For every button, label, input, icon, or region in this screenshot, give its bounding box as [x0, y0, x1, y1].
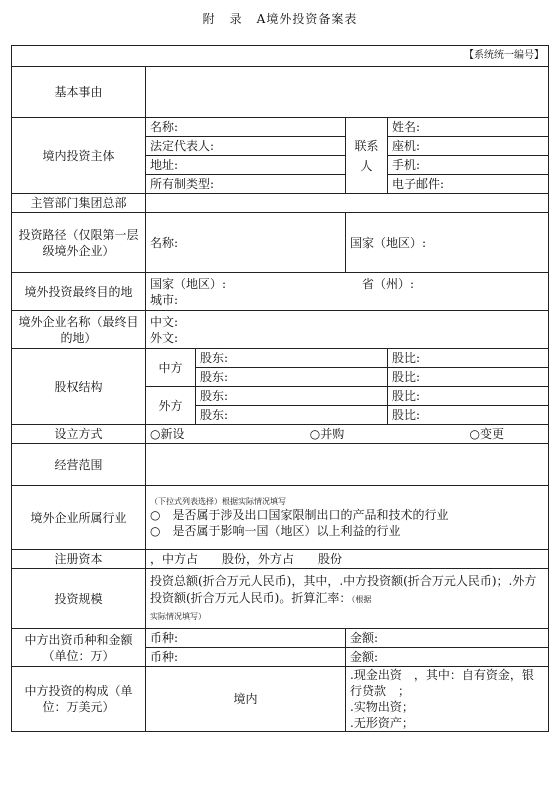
currency-field-2[interactable]: 币种:: [146, 648, 346, 667]
scale-field[interactable]: 投资总额(折合万元人民币)，其中，.中方投资额(折合万元人民币)；.外方投资额(折合万元人民币)。折算汇率：（根据 实际情况填写）: [146, 569, 549, 629]
composition-label: 中方投资的构成（单位：万美元）: [12, 667, 146, 732]
dest-label: 境外投资最终目的地: [12, 273, 146, 311]
setup-merge-radio[interactable]: ○并购: [309, 427, 345, 441]
industry-q1[interactable]: ○ 是否属于涉及出口国家限制出口的产品和技术的行业: [150, 508, 449, 522]
domestic-subject-label: 境内投资主体: [12, 118, 146, 194]
contact-label: 联系人: [346, 118, 388, 194]
scope-label: 经营范围: [12, 444, 146, 486]
system-number: 【系统统一编号】: [12, 46, 549, 67]
setup-options[interactable]: [146, 425, 549, 444]
cn-shareholder-2[interactable]: 股东:: [196, 368, 388, 387]
supervisor-label: 主管部门集团总部: [12, 194, 146, 213]
name-field[interactable]: 名称:: [146, 118, 346, 137]
cn-shareholder-1[interactable]: 股东:: [196, 349, 388, 368]
scope-field[interactable]: [146, 444, 549, 486]
currency-field-1[interactable]: 币种:: [146, 629, 346, 648]
cn-share-ratio-1[interactable]: 股比:: [388, 349, 549, 368]
basic-field[interactable]: [146, 67, 549, 118]
composition-field[interactable]: .现金出资 ，其中：自有资金，银行贷款 ； .实物出资； .无形资产；: [346, 667, 549, 732]
industry-label: 境外企业所属行业: [12, 486, 146, 550]
scale-label: 投资规模: [12, 569, 146, 629]
fr-share-ratio-1[interactable]: 股比:: [388, 387, 549, 406]
fr-share-ratio-2[interactable]: 股比:: [388, 406, 549, 425]
contact-name-field[interactable]: 姓名:: [388, 118, 549, 137]
setup-change-radio[interactable]: ○变更: [469, 427, 505, 441]
cn-share-ratio-2[interactable]: 股比:: [388, 368, 549, 387]
currency-label: 中方出资币种和金额（单位：万）: [12, 629, 146, 667]
domestic-label: 境内: [146, 667, 346, 732]
setup-new-radio[interactable]: ○新设: [150, 427, 185, 441]
ent-name-label: 境外企业名称（最终目的地）: [12, 311, 146, 349]
filing-form-table: [11, 45, 549, 732]
address-field[interactable]: 地址:: [146, 156, 346, 175]
legal-rep-field[interactable]: 法定代表人:: [146, 137, 346, 156]
amount-field-2[interactable]: 金额:: [346, 648, 549, 667]
path-label: 投资路径（仅限第一层级境外企业）: [12, 213, 146, 273]
dest-field[interactable]: 国家（地区）: 省（州）: 城市:: [146, 273, 549, 311]
setup-label: 设立方式: [12, 425, 146, 444]
chinese-side-label: 中方: [146, 349, 196, 387]
equity-label: 股权结构: [12, 349, 146, 425]
fr-shareholder-2[interactable]: 股东:: [196, 406, 388, 425]
industry-note: （下拉式列表选择）根据实际情况填写: [150, 497, 286, 506]
contact-phone-field[interactable]: 座机:: [388, 137, 549, 156]
amount-field-1[interactable]: 金额:: [346, 629, 549, 648]
foreign-side-label: 外方: [146, 387, 196, 425]
supervisor-field[interactable]: [146, 194, 549, 213]
industry-field[interactable]: [146, 486, 549, 550]
contact-email-field[interactable]: 电子邮件:: [388, 175, 549, 194]
reg-cap-label: 注册资本: [12, 550, 146, 569]
reg-cap-field[interactable]: ，中方占 股份，外方占 股份: [146, 550, 549, 569]
basic-label: 基本事由: [12, 67, 146, 118]
contact-mobile-field[interactable]: 手机:: [388, 156, 549, 175]
page-title: 附 录 A境外投资备案表: [202, 12, 358, 26]
industry-q2[interactable]: ○ 是否属于影响一国（地区）以上利益的行业: [150, 524, 401, 538]
path-country-field[interactable]: 国家（地区）:: [346, 213, 549, 273]
path-name-field[interactable]: 名称:: [146, 213, 346, 273]
fr-shareholder-1[interactable]: 股东:: [196, 387, 388, 406]
ent-name-field[interactable]: 中文: 外文:: [146, 311, 549, 349]
ownership-field[interactable]: 所有制类型:: [146, 175, 346, 194]
